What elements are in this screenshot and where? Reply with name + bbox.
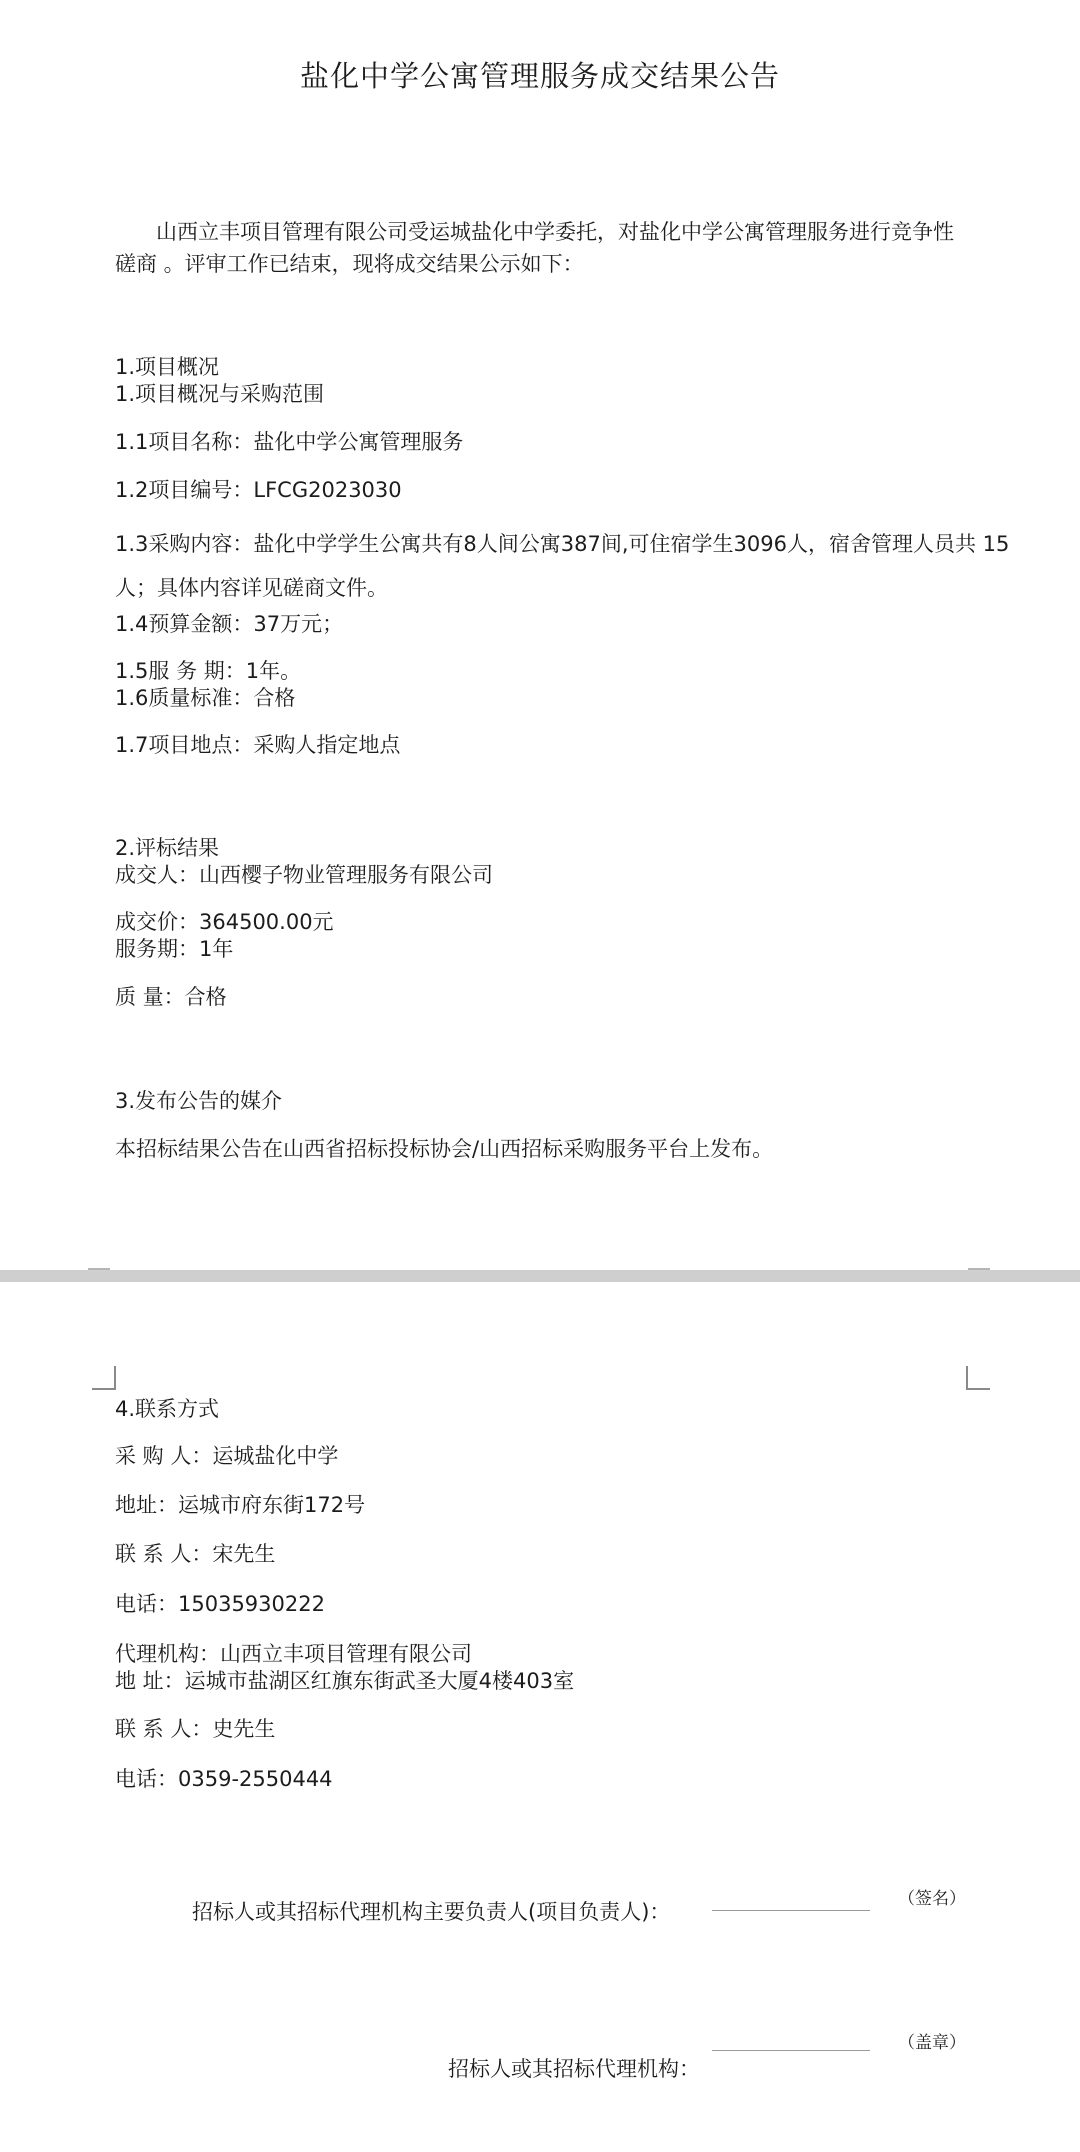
agency: 代理机构：山西立丰项目管理有限公司 <box>115 1642 472 1666</box>
project-number: 1.2项目编号：LFCG2023030 <box>115 478 402 502</box>
purchaser: 采 购 人：运城盐化中学 <box>115 1444 339 1468</box>
budget-amount: 1.4预算金额：37万元； <box>115 612 344 636</box>
procurement-content-line-2: 人；具体内容详见磋商文件。 <box>115 576 388 600</box>
section-1-subheading: 1.项目概况与采购范围 <box>115 382 325 406</box>
publication-media: 本招标结果公告在山西省招标投标协会/山西招标采购服务平台上发布。 <box>115 1137 774 1161</box>
leader-signature-line <box>712 1910 870 1911</box>
project-name: 1.1项目名称：盐化中学公寓管理服务 <box>115 430 464 454</box>
page-break <box>0 1270 1080 1282</box>
section-2-heading: 2.评标结果 <box>115 836 220 860</box>
project-location: 1.7项目地点：采购人指定地点 <box>115 733 401 757</box>
award-service-period: 服务期：1年 <box>115 937 234 961</box>
purchaser-address: 地址：运城市府东街172号 <box>115 1493 366 1517</box>
leader-signature-note: （签名） <box>898 1889 966 1909</box>
leader-signature-label: 招标人或其招标代理机构主要负责人(项目负责人)： <box>192 1900 671 1924</box>
winning-price: 成交价：364500.00元 <box>115 910 334 934</box>
intro-line-2: 磋商 。评审工作已结束，现将成交结果公示如下： <box>115 252 584 276</box>
section-3-heading: 3.发布公告的媒介 <box>115 1089 283 1113</box>
intro-line-1: 山西立丰项目管理有限公司受运城盐化中学委托，对盐化中学公寓管理服务进行竞争性 <box>156 220 954 244</box>
page-corner-mark-right <box>966 1366 990 1390</box>
org-seal-note: （盖章） <box>898 2033 966 2053</box>
winning-bidder: 成交人：山西樱子物业管理服务有限公司 <box>115 863 493 887</box>
document-title: 盐化中学公寓管理服务成交结果公告 <box>299 59 780 93</box>
procurement-content-line-1: 1.3采购内容：盐化中学学生公寓共有8人间公寓387间,可住宿学生3096人，宿舍管理人员共 15 <box>115 532 1010 556</box>
award-quality: 质 量：合格 <box>115 985 227 1009</box>
agency-address: 地 址：运城市盐湖区红旗东街武圣大厦4楼403室 <box>115 1669 575 1693</box>
org-seal-label: 招标人或其招标代理机构： <box>448 2057 700 2081</box>
section-4-heading: 4.联系方式 <box>115 1397 220 1421</box>
service-period: 1.5服 务 期：1年。 <box>115 659 302 683</box>
page-corner-mark-left <box>92 1366 116 1390</box>
purchaser-contact: 联 系 人：宋先生 <box>115 1542 276 1566</box>
agency-phone: 电话：0359-2550444 <box>115 1767 333 1791</box>
purchaser-phone: 电话：15035930222 <box>115 1592 325 1616</box>
quality-standard: 1.6质量标准：合格 <box>115 686 296 710</box>
agency-contact: 联 系 人：史先生 <box>115 1717 276 1741</box>
section-1-heading: 1.项目概况 <box>115 355 220 379</box>
org-seal-line <box>712 2050 870 2051</box>
